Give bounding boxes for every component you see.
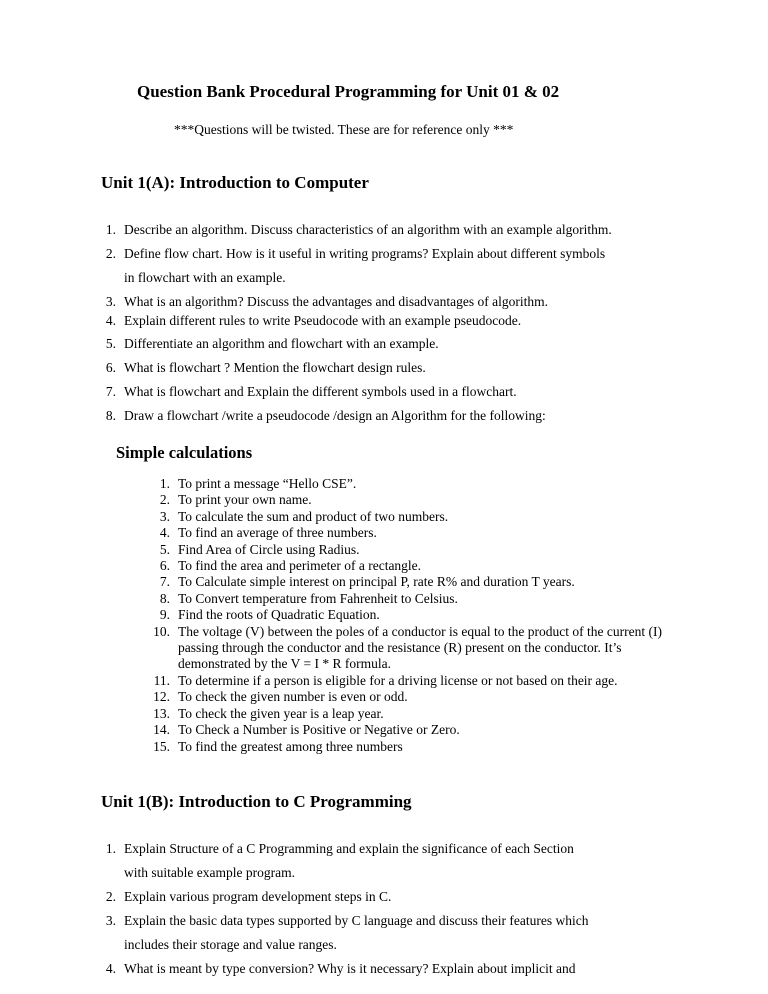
list-item: 4. To find an average of three numbers. [159,525,377,541]
list-item: 1. Describe an algorithm. Discuss characteristics of an algorithm with an example algorithm. [105,222,612,237]
list-item: 4. What is meant by type conversion? Why is it necessary? Explain about implicit and [105,961,576,976]
list-item: 8. Draw a flowchart /write a pseudocode /design an Algorithm for the following: [105,408,546,423]
list-item: 11. To determine if a person is eligible for a driving license or not based on their age. [153,672,618,688]
simple-calculations-heading: Simple calculations [116,443,253,462]
document-subtitle: ***Questions will be twisted. These are for reference only *** [174,122,514,137]
list-item: 2. To print your own name. [159,492,312,508]
list-item: 12. To check the given number is even or odd. [153,689,408,705]
list-item: 3. To calculate the sum and product of two numbers. [159,508,449,524]
list-item: 6. To find the area and perimeter of a rectangle. [159,558,422,574]
list-item: 9. Find the roots of Quadratic Equation. [159,607,380,623]
list-item: 5. Differentiate an algorithm and flowchart with an example. [105,336,439,351]
simple-calculations-list [150,476,670,755]
list-item: 6. What is flowchart ? Mention the flowchart design rules. [105,360,426,375]
unit1a-heading: Unit 1(A): Introduction to Computer [101,173,369,192]
list-item: 5. Find Area of Circle using Radius. [159,541,360,557]
list-item: 7. To Calculate simple interest on principal P, rate R% and duration T years. [159,574,575,590]
document-title: Question Bank Procedural Programming for Unit 01 & 02 [137,82,560,101]
list-item: 1. To print a message “Hello CSE”. [159,476,357,491]
list-item: 1. Explain Structure of a C Programming and explain the significance of each Section with suitable example program. [105,841,574,880]
list-item: 4. Explain different rules to write Pseudocode with an example pseudocode. [105,313,522,328]
list-item: 2. Explain various program development steps in C. [105,889,392,904]
list-item: 3. Explain the basic data types supported by C language and discuss their features which includes their storage and value ranges. [105,913,589,952]
list-item: 15. To find the greatest among three numbers [153,738,403,754]
list-item: 14. To Check a Number is Positive or Negative or Zero. [153,722,460,738]
list-item: 3. What is an algorithm? Discuss the advantages and disadvantages of algorithm. [105,294,549,309]
list-item: 7. What is flowchart and Explain the different symbols used in a flowchart. [105,384,517,399]
list-item: 8. To Convert temperature from Fahrenheit to Celsius. [159,590,458,606]
unit1b-heading: Unit 1(B): Introduction to C Programming [101,792,412,811]
list-item: 2. Define flow chart. How is it useful in writing programs? Explain about different symbols in flowchart with an example. [105,246,606,285]
list-item: 10. The voltage (V) between the poles of a conductor is equal to the product of the current (I) passing through the conductor and the resistance (R) present on the conductor. It’s demonstrated by the V = I * R formula. [153,623,662,672]
list-item: 13. To check the given year is a leap year. [153,705,384,721]
